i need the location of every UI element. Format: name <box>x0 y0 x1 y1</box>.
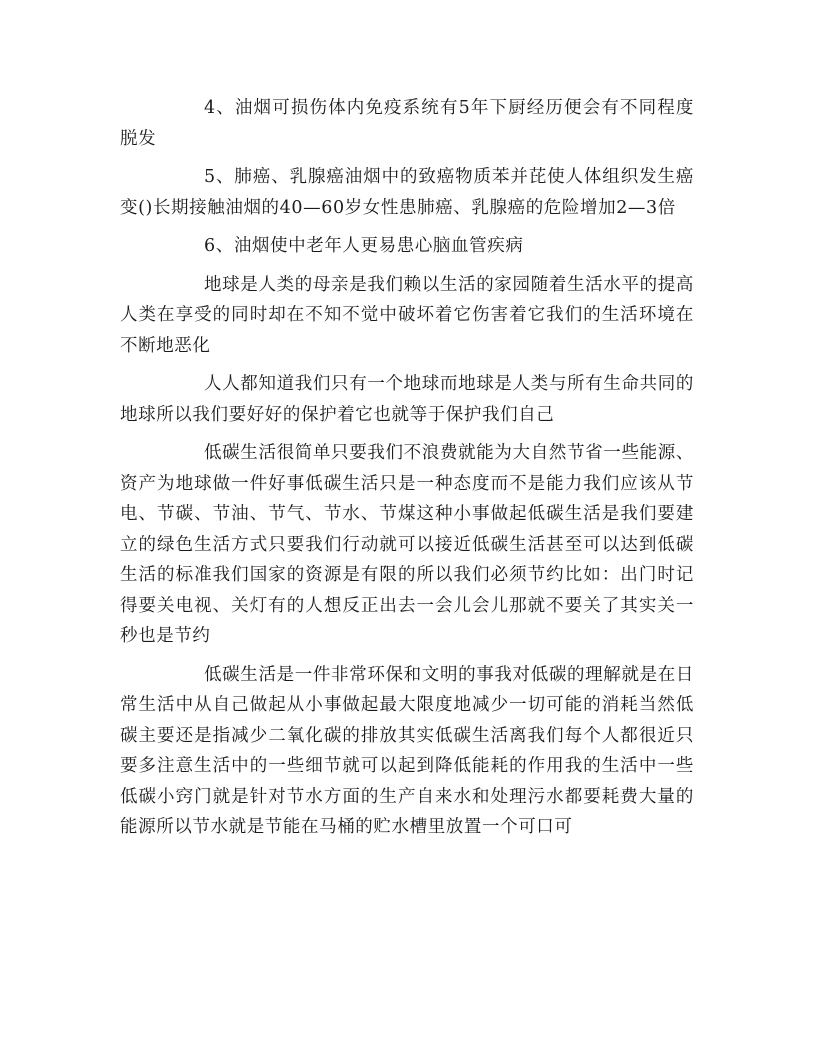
document-body <box>120 93 694 851</box>
paragraph-low-carbon-civilized: 低碳生活是一件非常环保和文明的事我对低碳的理解就是在日常生活中从自己做起从小事做起最大限度地减少一切可能的消耗当然低碳主要还是指减少二氧化碳的排放其实低碳生活离我们每个人都很近只要多注意生活中的一些细节就可以起到降低能耗的作用我的生活中一些低碳小窍门就是针对节水方面的生产自来水和处理污水都要耗费大量的能源所以节水就是节能在马桶的贮水槽里放置一个可口可 <box>120 664 694 837</box>
paragraph-oil-smoke-cardio: 6、油烟使中老年人更易患心脑血管疾病 <box>204 236 524 256</box>
paragraph-earth-mother: 地球是人类的母亲是我们赖以生活的家园随着生活水平的提高人类在享受的同时却在不知不觉中破坏着它伤害着它我们的生活环境在不断地恶化 <box>120 274 694 356</box>
paragraph-low-carbon-simple: 低碳生活很简单只要我们不浪费就能为大自然节省一些能源、资产为地球做一件好事低碳生活只是一种态度而不是能力我们应该从节电、节碳、节油、节气、节水、节煤这种小事做起低碳生活是我们要建立的绿色生活方式只要我们行动就可以接近低碳生活甚至可以达到低碳生活的标准我们国家的资源是有限的所以我们必须节约比如：出门时记得要关电视、关灯有的人想反正出去一会儿会儿那就不要关了其实关一秒也是节约 <box>120 443 694 646</box>
paragraph-oil-smoke-immune: 4、油烟可损伤体内免疫系统有5年下厨经历便会有不同程度脱发 <box>120 98 694 149</box>
paragraph-oil-smoke-cancer: 5、肺癌、乳腺癌油烟中的致癌物质苯并芘使人体组织发生癌变()长期接触油烟的40—60岁女性患肺癌、乳腺癌的危险增加2—3倍 <box>120 167 694 218</box>
paragraph-one-earth: 人人都知道我们只有一个地球而地球是人类与所有生命共同的地球所以我们要好好的保护着它也就等于保护我们自己 <box>120 374 694 425</box>
